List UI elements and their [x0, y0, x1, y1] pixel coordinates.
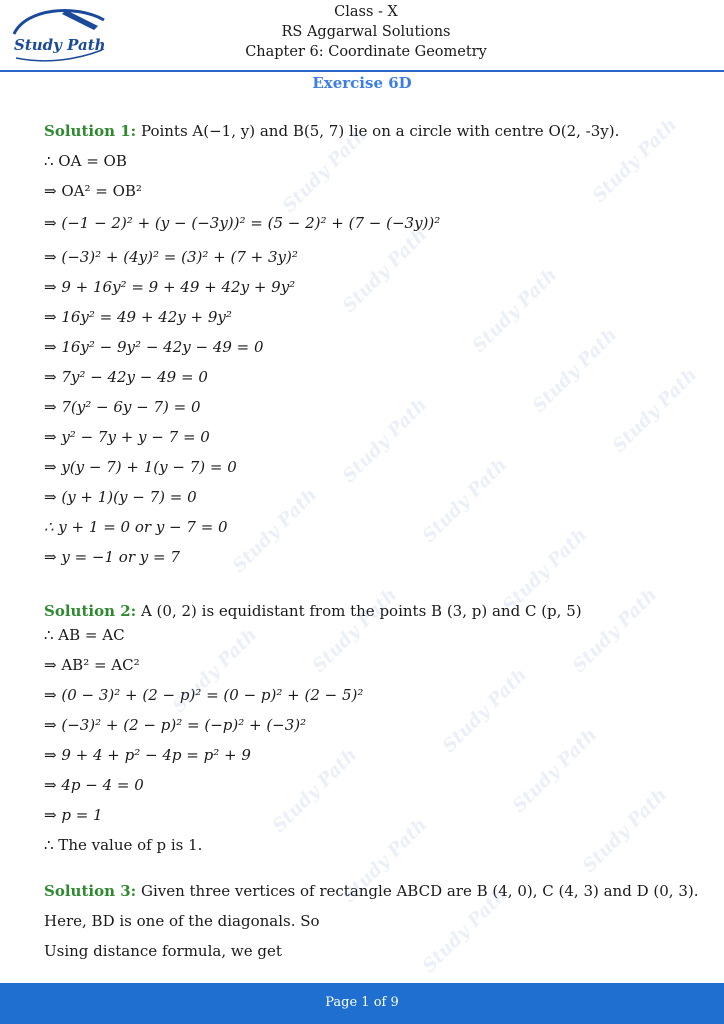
page-number: Page 1 of 9	[325, 995, 399, 1010]
watermark: Study Path	[468, 264, 562, 357]
solution-3-step: Here, BD is one of the diagonals. So	[44, 912, 320, 930]
solution-2-step: ⇒ 4p − 4 = 0	[44, 776, 144, 794]
solution-3-label: Solution 3:	[44, 882, 137, 900]
solution-2-step: ∴ AB = AC	[44, 626, 125, 644]
book-line: RS Aggarwal Solutions	[281, 24, 451, 40]
watermark: Study Path	[268, 744, 362, 837]
solution-1-label: Solution 1:	[44, 122, 137, 140]
solution-1-step: ⇒ y² − 7y + y − 7 = 0	[44, 428, 210, 446]
watermark: Study Path	[438, 664, 532, 757]
page-footer	[0, 983, 724, 1024]
solution-3-statement: Given three vertices of rectangle ABCD are B (4, 0), C (4, 3) and D (0, 3).	[136, 882, 699, 900]
watermark: Study Path	[168, 624, 262, 717]
solution-1-step: ∴ y + 1 = 0 or y − 7 = 0	[44, 518, 228, 536]
solution-2-step: ⇒ p = 1	[44, 806, 103, 824]
watermark: Study Path	[608, 364, 702, 457]
solution-1-step: ⇒ 7(y² − 6y − 7) = 0	[44, 398, 201, 416]
class-line: Class - X	[334, 4, 398, 20]
watermark: Study Path	[568, 584, 662, 677]
study-path-logo	[6, 4, 110, 66]
solution-1-step: ∴ OA = OB	[44, 152, 127, 170]
chapter-line: Chapter 6: Coordinate Geometry	[245, 44, 487, 60]
watermark: Study Path	[278, 124, 372, 217]
header-divider	[0, 70, 724, 72]
watermark: Study Path	[338, 814, 432, 907]
solution-1-step: ⇒ y = −1 or y = 7	[44, 548, 180, 566]
solution-1-step: ⇒ 16y² − 9y² − 42y − 49 = 0	[44, 338, 264, 356]
solution-1-step: ⇒ 9 + 16y² = 9 + 49 + 42y + 9y²	[44, 278, 296, 296]
solution-1-step: ⇒ 16y² = 49 + 42y + 9y²	[44, 308, 232, 326]
exercise-title: Exercise 6D	[312, 74, 412, 92]
solution-1-step: ⇒ OA² = OB²	[44, 182, 142, 200]
solution-1-statement: Points A(−1, y) and B(5, 7) lie on a circle with centre O(2, -3y).	[136, 122, 620, 140]
watermark: Study Path	[508, 724, 602, 817]
solution-2-step: ⇒ 9 + 4 + p² − 4p = p² + 9	[44, 746, 251, 764]
solution-1-step: ⇒ y(y − 7) + 1(y − 7) = 0	[44, 458, 237, 476]
watermark: Study Path	[418, 884, 512, 977]
solution-2-conclusion: ∴ The value of p is 1.	[44, 836, 203, 854]
watermark: Study Path	[498, 524, 592, 617]
solution-2-step: ⇒ (0 − 3)² + (2 − p)² = (0 − p)² + (2 − 5)²	[44, 686, 364, 704]
watermark: Study Path	[338, 224, 432, 317]
watermark: Study Path	[418, 454, 512, 547]
logo-text: Study Path	[14, 36, 106, 54]
watermark: Study Path	[338, 394, 432, 487]
solution-2-step: ⇒ AB² = AC²	[44, 656, 140, 674]
solution-2-label: Solution 2:	[44, 602, 137, 620]
solution-2-step: ⇒ (−3)² + (2 − p)² = (−p)² + (−3)²	[44, 716, 307, 734]
solution-1-step: ⇒ (−1 − 2)² + (y − (−3y))² = (5 − 2)² + (7 − (−3y))²	[44, 214, 441, 232]
watermark: Study Path	[228, 484, 322, 577]
watermark: Study Path	[528, 324, 622, 417]
solution-3-step: Using distance formula, we get	[44, 942, 282, 960]
solution-1-step: ⇒ (−3)² + (4y)² = (3)² + (7 + 3y)²	[44, 248, 298, 266]
watermark: Study Path	[308, 584, 402, 677]
watermark: Study Path	[588, 114, 682, 207]
solution-2-statement: A (0, 2) is equidistant from the points B (3, p) and C (p, 5)	[136, 602, 582, 620]
solution-1-heading	[44, 122, 619, 140]
page-header	[0, 0, 724, 70]
solution-1-step: ⇒ 7y² − 42y − 49 = 0	[44, 368, 208, 386]
solution-1-step: ⇒ (y + 1)(y − 7) = 0	[44, 488, 197, 506]
watermark: Study Path	[578, 784, 672, 877]
